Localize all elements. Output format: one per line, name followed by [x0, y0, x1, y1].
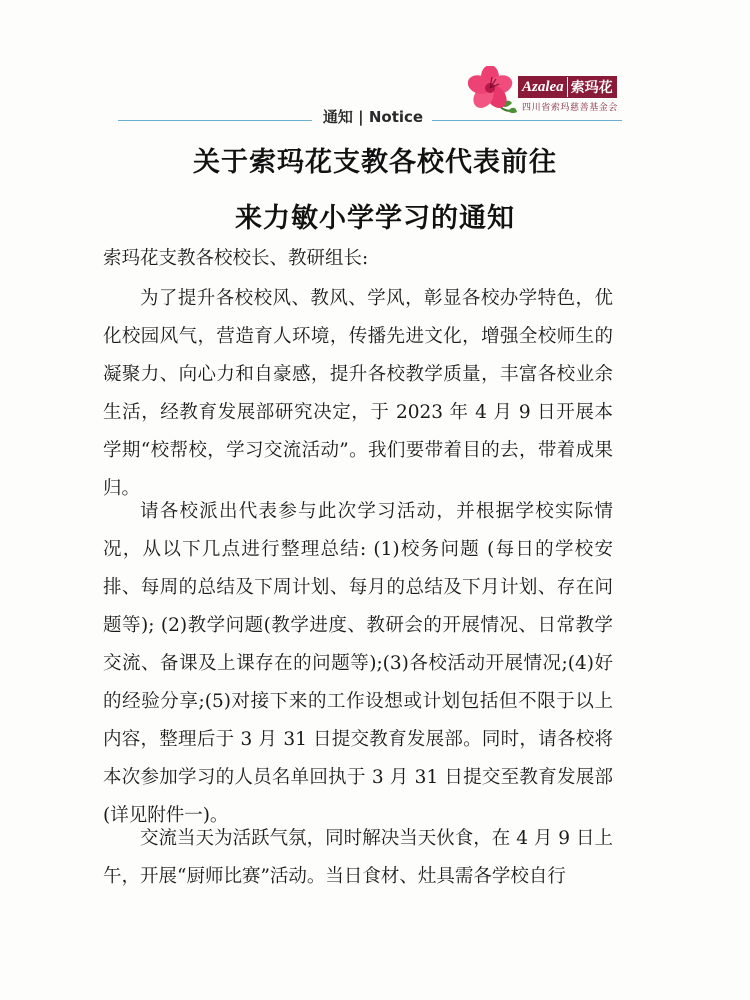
notice-tag: 通知 | Notice — [322, 108, 424, 126]
azalea-flower-icon — [468, 66, 518, 116]
paragraph-2: 请各校派出代表参与此次学习活动，并根据学校实际情况，从以下几点进行整理总结: (1)校务问题 (每日的学校安排、每周的总结及下周计划、每月的总结及下月计划、存在问题等); (2)教学问题(教学进度、教研会的开展情况、日常教学交流、备课及上课存在的问题等);(3)各校活动开展情况;(4)好的经验分享;(5)对接下来的工作设想或计划包括但不限于以上内容，整理后于 3 月 31 日提交教育发展部。同时，请各校将本次参加学习的人员名单回执于 3 月 31 日提交至教育发展部(详见附件一)。 — [103, 501, 613, 826]
header-divider-left — [118, 120, 312, 121]
logo-brand-cn: 索玛花 — [567, 77, 613, 97]
logo-brand-en: Azalea — [522, 78, 564, 95]
document-title-line-2: 来力敏小学学习的通知 — [235, 203, 515, 234]
paragraph-3: 交流当天为活跃气氛，同时解决当天伙食，在 4 月 9 日上午，开展“厨师比赛”活动。当日食材、灶具需各学校自行 — [103, 828, 613, 887]
logo-brand — [518, 76, 617, 98]
salutation: 索玛花支教各校校长、教研组长: — [103, 248, 369, 269]
header-divider-right — [432, 120, 622, 121]
logo-foundation-name: 四川省索玛慈善基金会 — [522, 103, 619, 113]
foundation-logo — [468, 66, 618, 116]
paragraph-1: 为了提升各校校风、教风、学风，彰显各校办学特色，优化校园风气，营造育人环境，传播先进文化，增强全校师生的凝聚力、向心力和自豪感，提升各校教学质量，丰富各校业余生活，经教育发展部研究决定，于 2023 年 4 月 9 日开展本学期“校帮校，学习交流活动”。我们要带着目的去，带着成果归。 — [103, 288, 613, 499]
document-title-line-1: 关于索玛花支教各校代表前往 — [193, 147, 557, 178]
